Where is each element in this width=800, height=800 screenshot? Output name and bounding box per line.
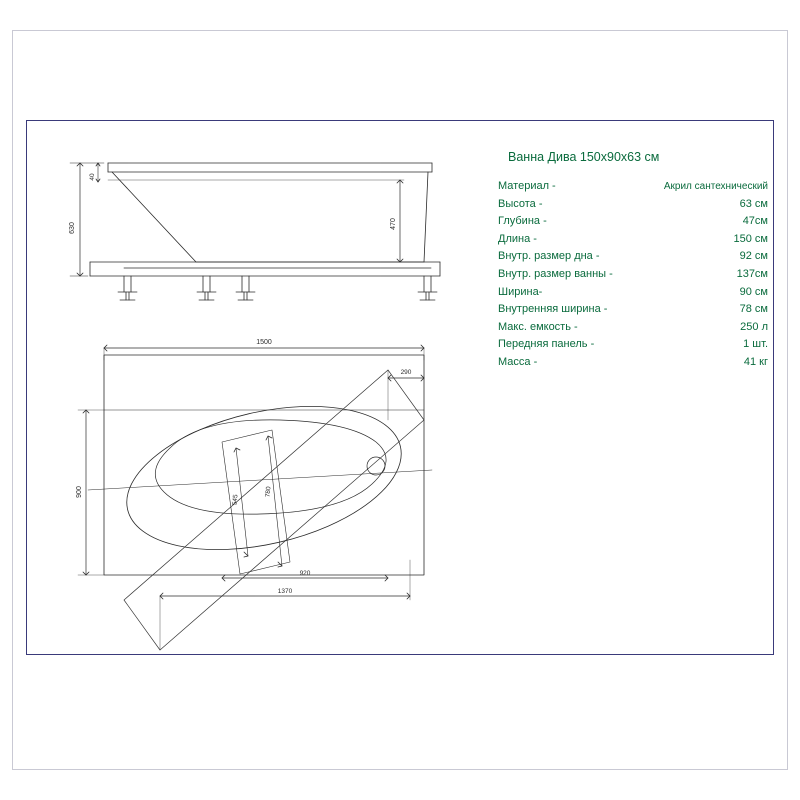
spec-label-mass: Масса - (498, 355, 538, 368)
spec-row (498, 354, 768, 372)
spec-row (498, 301, 768, 319)
svg-text:780: 780 (264, 486, 273, 498)
spec-row (498, 319, 768, 337)
spec-label-front-panel: Передняя панель - (498, 338, 595, 351)
spec-label-inner-width: Внутренняя ширина - (498, 303, 608, 316)
spec-row (498, 196, 768, 214)
product-title: Ванна Дива 150x90x63 см (508, 150, 660, 164)
svg-text:920: 920 (299, 570, 311, 577)
spec-row (498, 178, 768, 196)
spec-row (498, 266, 768, 284)
spec-label-capacity: Макс. емкость - (498, 320, 578, 333)
svg-text:1370: 1370 (277, 588, 293, 595)
spec-row (498, 284, 768, 302)
spec-value-front-panel: 1 шт. (743, 338, 768, 351)
specification-panel (498, 150, 768, 372)
spec-value-mass: 41 кг (743, 355, 768, 368)
spec-value-width: 90 см (739, 285, 768, 298)
svg-text:290: 290 (400, 369, 412, 376)
svg-text:40: 40 (89, 173, 96, 181)
spec-value-material: Акрил сантехнический (663, 181, 768, 192)
spec-value-height: 63 см (739, 197, 768, 210)
spec-value-capacity: 250 л (740, 320, 768, 333)
spec-value-depth: 47см (742, 215, 768, 228)
svg-text:1500: 1500 (256, 339, 272, 346)
svg-text:470: 470 (390, 218, 397, 230)
spec-value-inner-width: 78 см (739, 303, 768, 316)
spec-label-material: Материал - (498, 180, 556, 192)
svg-text:630: 630 (69, 222, 76, 234)
spec-value-inner-bath: 137см (736, 267, 768, 280)
spec-label-inner-bath: Внутр. размер ванны - (498, 267, 613, 280)
spec-label-height: Высота - (498, 197, 543, 210)
svg-text:900: 900 (76, 486, 83, 498)
spec-label-depth: Глубина - (498, 215, 547, 228)
spec-label-inner-bottom: Внутр. размер дна - (498, 250, 600, 263)
spec-value-length: 150 см (733, 232, 768, 245)
spec-row (498, 231, 768, 249)
spec-row (498, 336, 768, 354)
spec-label-length: Длина - (498, 232, 537, 245)
spec-label-width: Ширина- (498, 285, 543, 298)
svg-text:545: 545 (231, 494, 240, 506)
spec-row (498, 248, 768, 266)
spec-value-inner-bottom: 92 см (739, 250, 768, 263)
spec-row (498, 213, 768, 231)
